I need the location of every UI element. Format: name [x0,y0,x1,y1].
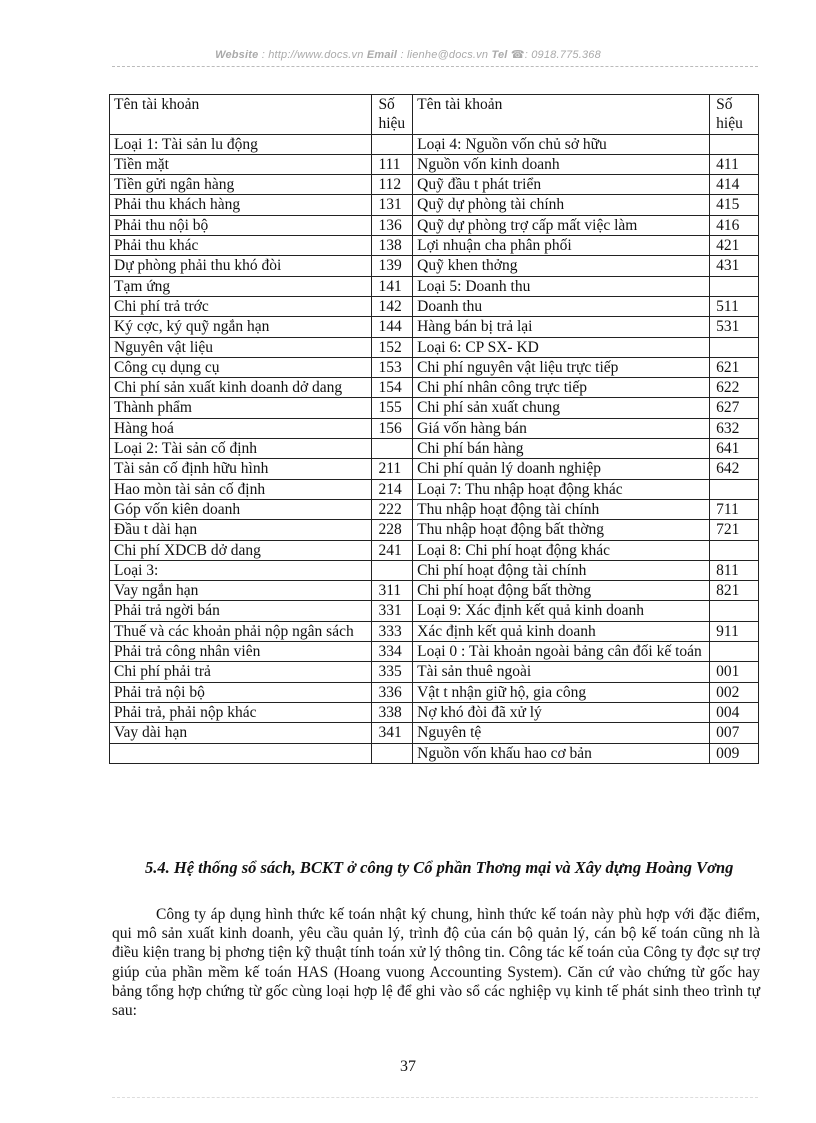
account-name-cell: Loại 1: Tài sản lu động [110,134,372,154]
account-name-cell: Thu nhập hoạt động bất thờng [413,520,710,540]
account-code-cell: 002 [710,682,759,702]
account-code-cell: 338 [372,702,413,722]
account-name-cell: Tiền mặt [110,154,372,174]
page-number: 37 [400,1058,416,1075]
table-row [110,378,759,398]
account-name-cell: Loại 8: Chi phí hoạt động khác [413,540,710,560]
website-label: Website [215,49,259,61]
account-code-cell: 627 [710,398,759,418]
account-code-cell: 421 [710,236,759,256]
account-name-cell: Thuế và các khoản phải nộp ngân sách [110,621,372,641]
account-code-cell [710,642,759,662]
account-code-cell [710,276,759,296]
account-name-cell: Loại 4: Nguồn vốn chủ sở hữu [413,134,710,154]
account-name-cell: Tiền gửi ngân hàng [110,175,372,195]
account-name-cell: Loại 0 : Tài khoản ngoài bảng cân đối kế toán [413,642,710,662]
account-name-cell: Thu nhập hoạt động tài chính [413,499,710,519]
account-code-cell [372,560,413,580]
account-name-cell: Loại 3: [110,560,372,580]
account-code-cell: 621 [710,357,759,377]
account-code-cell: 007 [710,723,759,743]
account-name-cell: Vay ngắn hạn [110,581,372,601]
account-name-cell: Quỹ dự phòng tài chính [413,195,710,215]
account-code-cell: 821 [710,581,759,601]
account-code-cell: 341 [372,723,413,743]
account-code-cell: 721 [710,520,759,540]
account-name-cell: Chi phí quản lý doanh nghiệp [413,459,710,479]
account-name-cell: Ký cợc, ký quỹ ngắn hạn [110,317,372,337]
account-code-cell: 139 [372,256,413,276]
tel-label: Tel [491,49,508,61]
account-name-cell: Chi phí sản xuất chung [413,398,710,418]
account-code-cell: 415 [710,195,759,215]
account-name-cell: Chi phí bán hàng [413,439,710,459]
account-code-cell: 222 [372,499,413,519]
account-code-cell: 138 [372,236,413,256]
account-code-cell: 414 [710,175,759,195]
account-name-cell: Hao mòn tài sản cố định [110,479,372,499]
account-name-cell: Công cụ dụng cụ [110,357,372,377]
table-row [110,662,759,682]
account-code-cell [710,601,759,621]
account-code-cell: 411 [710,154,759,174]
section-title-text: 5.4. Hệ thống sổ sách, BCKT ở công ty Cổ phần Thơng mại và Xây dựng Hoàng Vơng [145,858,734,877]
account-code-cell: 334 [372,642,413,662]
account-code-cell: Số hiệu [372,95,413,135]
website-value: : http://www.docs.vn [261,49,364,61]
account-name-cell: Chi phí hoạt động bất thờng [413,581,710,601]
account-name-cell: Quỹ đầu t phát triển [413,175,710,195]
account-code-cell: 911 [710,621,759,641]
account-code-cell [710,540,759,560]
account-name-cell: Chi phí XDCB dở dang [110,540,372,560]
account-code-cell: 336 [372,682,413,702]
table-row [110,479,759,499]
footer-divider [112,1097,758,1098]
account-code-cell: 112 [372,175,413,195]
account-name-cell: Loại 5: Doanh thu [413,276,710,296]
table-row [110,215,759,235]
table-row [110,621,759,641]
table-row [110,296,759,316]
account-code-cell [372,439,413,459]
table-row [110,581,759,601]
account-name-cell: Chi phí nhân công trực tiếp [413,378,710,398]
account-code-cell: 333 [372,621,413,641]
account-code-cell: 331 [372,601,413,621]
account-code-cell: 153 [372,357,413,377]
account-code-cell [710,134,759,154]
account-code-cell: 641 [710,439,759,459]
account-name-cell: Chi phí sản xuất kinh doanh dở dang [110,378,372,398]
table-row [110,195,759,215]
account-code-cell: Số hiệu [710,95,759,135]
account-name-cell: Tài sản cố định hữu hình [110,459,372,479]
email-label: Email [366,49,398,61]
account-code-cell: 228 [372,520,413,540]
account-name-cell: Xác định kết quả kinh doanh [413,621,710,641]
table-row [110,499,759,519]
account-code-cell: 144 [372,317,413,337]
account-code-cell: 811 [710,560,759,580]
account-name-cell: Vật t nhận giữ hộ, gia công [413,682,710,702]
chart-of-accounts-table [109,94,759,764]
account-name-cell: Lợi nhuận cha phân phối [413,236,710,256]
account-code-cell: 241 [372,540,413,560]
account-name-cell: Đầu t dài hạn [110,520,372,540]
account-code-cell: 632 [710,418,759,438]
account-code-cell: 155 [372,398,413,418]
account-name-cell: Nguồn vốn kinh doanh [413,154,710,174]
account-code-cell: 416 [710,215,759,235]
table-row [110,154,759,174]
account-code-cell: 141 [372,276,413,296]
table-row [110,520,759,540]
account-code-cell: 154 [372,378,413,398]
account-name-cell: Doanh thu [413,296,710,316]
account-code-cell: 431 [710,256,759,276]
account-code-cell: 111 [372,154,413,174]
account-code-cell [372,743,413,763]
table-row [110,459,759,479]
account-code-cell [372,134,413,154]
account-code-cell: 531 [710,317,759,337]
account-name-cell [110,743,372,763]
table-body [110,95,759,764]
account-code-cell: 311 [372,581,413,601]
table-row [110,175,759,195]
tel-value: ☎: 0918.775.368 [510,49,601,61]
table-row [110,723,759,743]
account-name-cell: Phải trả ngời bán [110,601,372,621]
account-code-cell: 622 [710,378,759,398]
account-name-cell: Loại 6: CP SX- KD [413,337,710,357]
table-row [110,540,759,560]
account-name-cell: Loại 2: Tài sản cố định [110,439,372,459]
table-row [110,682,759,702]
account-name-cell: Nợ khó đòi đã xử lý [413,702,710,722]
account-code-cell [710,479,759,499]
account-code-cell: 511 [710,296,759,316]
account-code-cell: 004 [710,702,759,722]
account-code-cell: 711 [710,499,759,519]
account-name-cell: Hàng bán bị trả lại [413,317,710,337]
account-name-cell: Chi phí hoạt động tài chính [413,560,710,580]
account-name-cell: Phải thu khách hàng [110,195,372,215]
account-name-cell: Hàng hoá [110,418,372,438]
table-row [110,317,759,337]
account-code-cell: 131 [372,195,413,215]
account-name-cell: Quỹ khen thởng [413,256,710,276]
account-name-cell: Tài sản thuê ngoài [413,662,710,682]
body-paragraph-text: Công ty áp dụng hình thức kế toán nhật ký chung, hình thức kế toán này phù hợp với đặc điểm, qui mô sản xuất kinh doanh, yêu cầu quản lý, trình độ của cán bộ quản lý, cán bộ kế toán cũng nh là điều kiện trang bị phơng tiện kỹ thuật tính toán xử lý thông tin. Công tác kế toán của Công ty đợc sự trợ giúp của phần mềm kế toán HAS (Hoang vuong Accounting System). Căn cứ vào chứng từ gốc hay bảng tổng hợp chứng từ gốc cùng loại hợp lệ để ghi vào sổ các nghiệp vụ kinh tế phát sinh theo trình tự sau: [112,906,760,1020]
table-row [110,743,759,763]
account-name-cell: Chi phí phải trả [110,662,372,682]
page-header [0,48,816,61]
account-name-cell: Nguồn vốn khấu hao cơ bản [413,743,710,763]
account-name-cell: Thành phẩm [110,398,372,418]
account-name-cell: Dự phòng phải thu khó đòi [110,256,372,276]
account-name-cell: Vay dài hạn [110,723,372,743]
table-row [110,702,759,722]
account-name-cell: Phải thu nội bộ [110,215,372,235]
table-row [110,560,759,580]
account-name-cell: Nguyên vật liệu [110,337,372,357]
table-row [110,276,759,296]
section-title [112,856,760,880]
account-code-cell: 214 [372,479,413,499]
account-name-cell: Nguyên tệ [413,723,710,743]
table-row [110,337,759,357]
account-code-cell: 211 [372,459,413,479]
table-row [110,134,759,154]
account-name-cell: Loại 7: Thu nhập hoạt động khác [413,479,710,499]
account-name-cell: Quỹ dự phòng trợ cấp mất việc làm [413,215,710,235]
account-code-cell: 136 [372,215,413,235]
account-name-cell: Tên tài khoản [413,95,710,135]
table-row [110,439,759,459]
account-name-cell: Góp vốn kiên doanh [110,499,372,519]
table-row [110,601,759,621]
account-name-cell: Chi phí nguyên vật liệu trực tiếp [413,357,710,377]
table-row [110,418,759,438]
account-name-cell: Phải trả công nhân viên [110,642,372,662]
account-name-cell: Tên tài khoản [110,95,372,135]
table-header-row [110,95,759,135]
table-row [110,256,759,276]
account-code-cell [710,337,759,357]
table-row [110,236,759,256]
account-name-cell: Phải trả, phải nộp khác [110,702,372,722]
account-code-cell: 142 [372,296,413,316]
table-row [110,357,759,377]
account-code-cell: 156 [372,418,413,438]
account-code-cell: 001 [710,662,759,682]
header-divider [112,66,758,67]
account-name-cell: Loại 9: Xác định kết quả kinh doanh [413,601,710,621]
account-name-cell: Chi phí trả trớc [110,296,372,316]
body-paragraph [112,905,760,1020]
account-code-cell: 009 [710,743,759,763]
table-row [110,642,759,662]
account-name-cell: Tạm ứng [110,276,372,296]
account-name-cell: Phải thu khác [110,236,372,256]
account-code-cell: 335 [372,662,413,682]
account-code-cell: 642 [710,459,759,479]
email-value: : lienhe@docs.vn [400,49,489,61]
table-row [110,398,759,418]
account-code-cell: 152 [372,337,413,357]
account-name-cell: Giá vốn hàng bán [413,418,710,438]
account-name-cell: Phải trả nội bộ [110,682,372,702]
